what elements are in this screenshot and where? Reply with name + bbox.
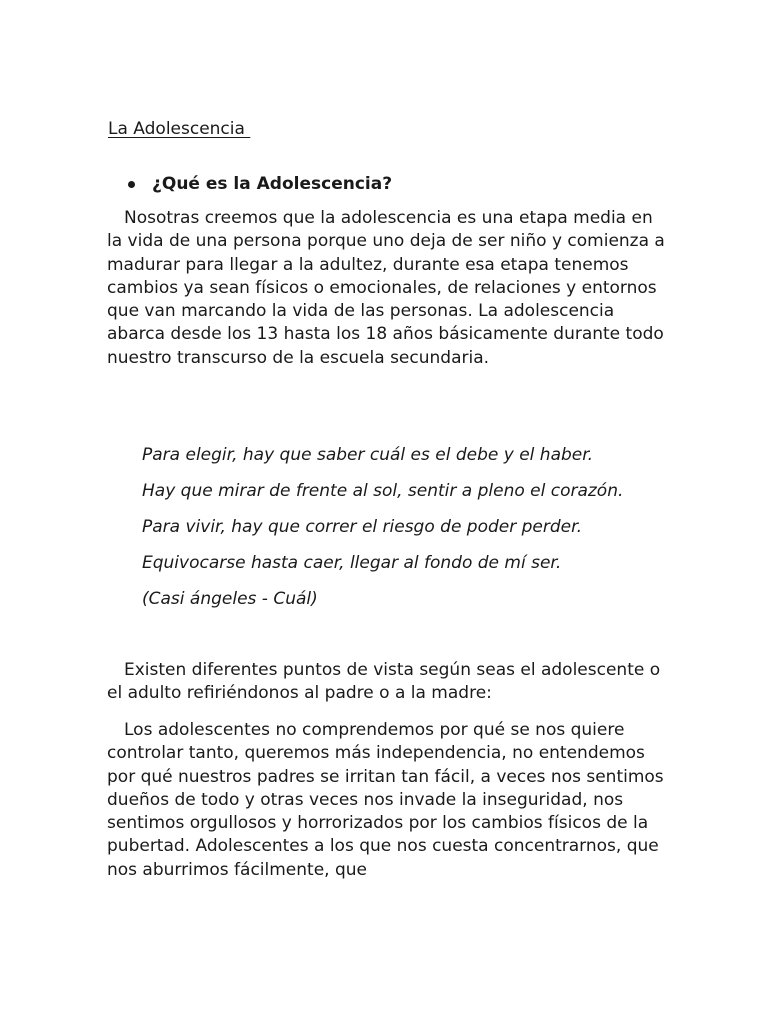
teens-paragraph: Los adolescentes no comprendemos por qué se nos quiere controlar tanto, queremos más independencia, no entendemos por qué nuestros padres se irritan tan fácil, a veces nos sentimos dueños de todo y otras veces nos invade la inseguridad, nos sentimos orgullosos y horrorizados por los cambios físicos de la pubertad. Adolescentes a los que nos cuesta concentrarnos, que nos aburrimos fácilmente, que <box>107 720 664 880</box>
poem-line: Hay que mirar de frente al sol, sentir a pleno el corazón. <box>142 481 624 501</box>
section-heading: ¿Qué es la Adolescencia? <box>152 174 393 194</box>
viewpoints-paragraph: Existen diferentes puntos de vista según seas el adolescente o el adulto refiriéndonos al padre o a la madre: <box>107 660 661 704</box>
poem-block <box>142 444 623 624</box>
poem-attribution: (Casi ángeles - Cuál) <box>142 589 318 609</box>
bullet-icon <box>128 181 135 188</box>
poem-line: Para vivir, hay que correr el riesgo de poder perder. <box>142 517 582 537</box>
poem-line: Para elegir, hay que saber cuál es el debe y el haber. <box>142 445 594 465</box>
poem-line: Equivocarse hasta caer, llegar al fondo de mí ser. <box>142 553 562 573</box>
document-title: La Adolescencia <box>108 119 251 139</box>
section-heading-list <box>128 173 392 195</box>
section-heading-item <box>128 173 392 195</box>
intro-paragraph: Nosotras creemos que la adolescencia es una etapa media en la vida de una persona porque uno deja de ser niño y comienza a madurar para llegar a la adultez, durante esa etapa tenemos cambios ya sean físicos o emocionales, de relaciones y entornos que van marcando la vida de las personas. La adolescencia abarca desde los 13 hasta los 18 años básicamente durante todo nuestro transcurso de la escuela secundaria. <box>107 208 665 368</box>
